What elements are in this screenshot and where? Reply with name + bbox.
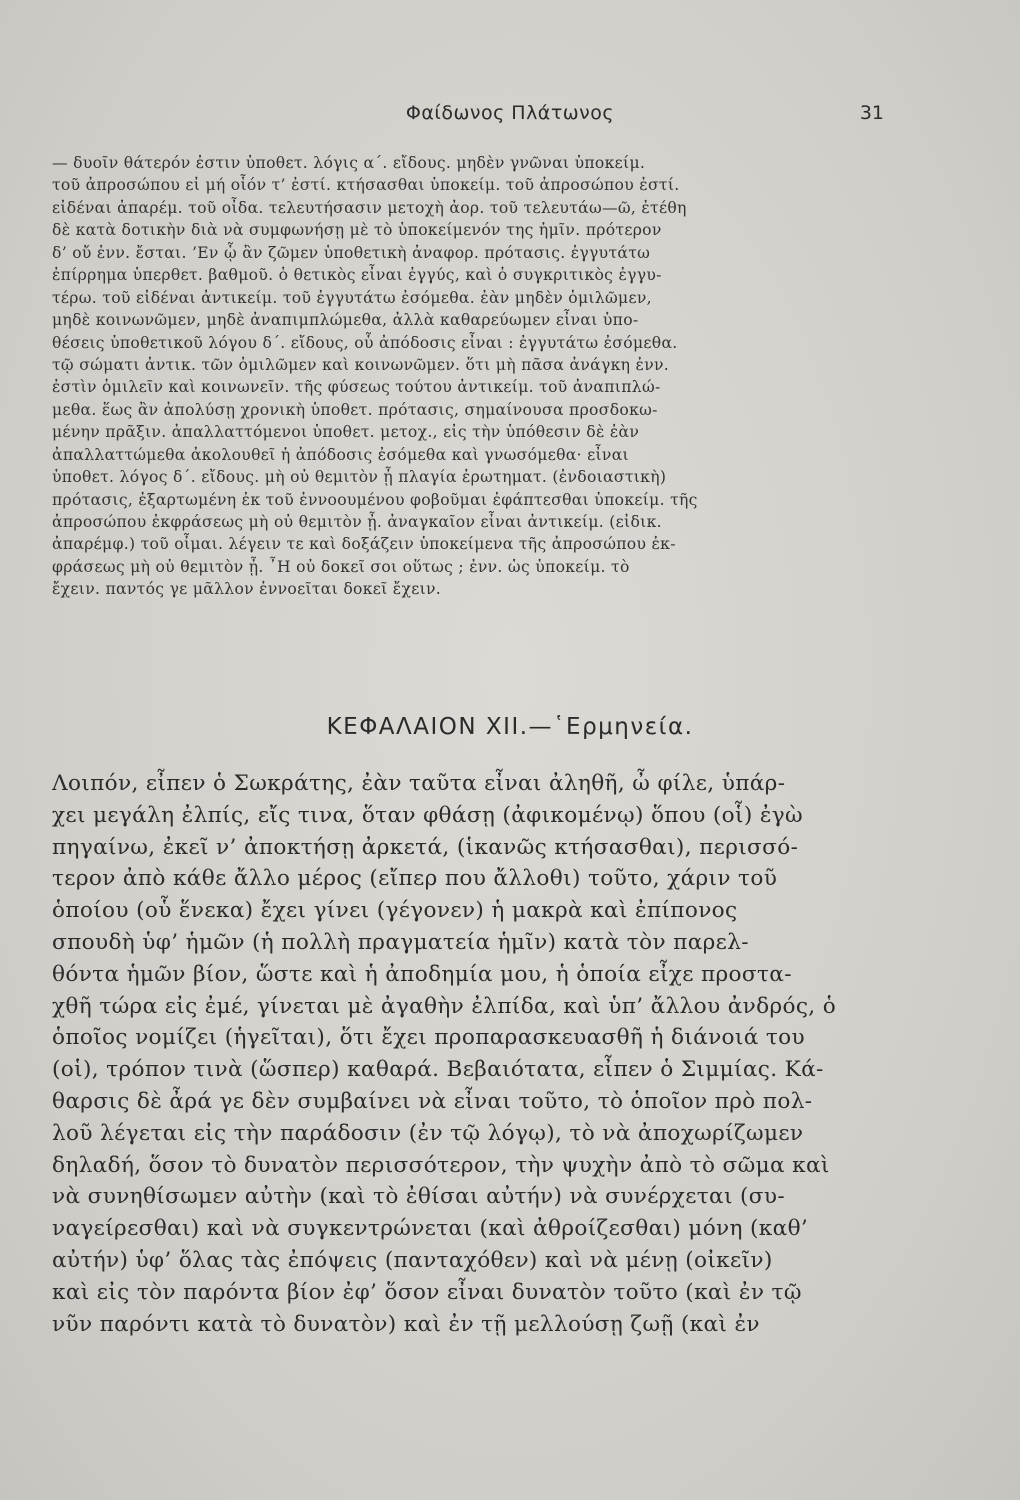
text-line: αὐτήν) ὑφ’ ὅλας τὰς ἐπόψεις (πανταχόθεν) καὶ νὰ μένῃ (οἰκεῖν)	[52, 1247, 773, 1273]
note-line: τῷ σώματι ἀντικ. τῶν ὁμιλῶμεν καὶ κοινωνῶμεν. ὅτι μὴ πᾶσα ἀνάγκη ἐνν.	[52, 355, 670, 374]
note-line: τοῦ ἀπροσώπου εἰ μή οἷόν τ’ ἐστί. κτήσασθαι ὑποκείμ. τοῦ ἀπροσώπου ἐστί.	[52, 176, 680, 195]
chapter-heading: ΚΕΦΑΛΑΙΟΝ XII.—῾Ερμηνεία.	[326, 714, 694, 740]
note-line: μεθα. ἕως ἂν ἀπολύσῃ χρονικὴ ὑποθετ. πρότασις, σημαίνουσα προσδοκω-	[52, 400, 658, 419]
note-line: ἀπαλλαττώμεθα ἀκολουθεῖ ἡ ἀπόδοσις ἐσόμεθα καὶ γνωσόμεθα· εἶναι	[52, 445, 629, 464]
text-line: χει μεγάλη ἐλπίς, εἴς τινα, ὅταν φθάσῃ (ἀφικομένῳ) ὅπου (οἷ) ἐγὼ	[52, 802, 803, 828]
running-title: Φαίδωνος Πλάτωνος	[405, 102, 615, 124]
text-line: καὶ εἰς τὸν παρόντα βίον ἐφ’ ὅσον εἶναι δυνατὸν τοῦτο (καὶ ἐν τῷ	[52, 1279, 802, 1305]
text-line: τερον ἀπὸ κάθε ἄλλο μέρος (εἴπερ που ἄλλοθι) τοῦτο, χάριν τοῦ	[52, 866, 778, 892]
note-line: πρότασις, ἐξαρτωμένη ἐκ τοῦ ἐννοουμένου φοβοῦμαι ἐφάπτεσθαι ὑποκείμ. τῆς	[52, 490, 698, 509]
text-line: θαρσις δὲ ἆρά γε δὲν συμβαίνει νὰ εἶναι τοῦτο, τὸ ὁποῖον πρὸ πολ-	[52, 1088, 813, 1114]
text-line: ὁποῖος νομίζει (ἡγεῖται), ὅτι ἔχει προπαρασκευασθῆ ἡ διάνοιά του	[52, 1025, 805, 1051]
running-head	[0, 98, 1020, 132]
text-line: σπουδὴ ὑφ’ ἡμῶν (ἡ πολλὴ πραγματεία ἡμῖν) κατὰ τὸν παρελ-	[52, 929, 749, 955]
text-line: δηλαδή, ὅσον τὸ δυνατὸν περισσότερον, τὴν ψυχὴν ἀπὸ τὸ σῶμα καὶ	[52, 1152, 830, 1178]
note-line: φράσεως μὴ οὐ θεμιτὸν ᾖ. ῏Η οὐ δοκεῖ σοι οὕτως ; ἐνν. ὡς ὑποκείμ. τὸ	[52, 557, 630, 576]
text-line: πηγαίνω, ἐκεῖ ν’ ἀποκτήσῃ ἀρκετά, (ἱκανῶς κτήσασθαι), περισσό-	[52, 834, 799, 860]
text-line: νῦν παρόντι κατὰ τὸ δυνατὸν) καὶ ἐν τῇ μελλούσῃ ζωῇ (καὶ ἐν	[52, 1311, 760, 1337]
page-number: 31	[859, 102, 884, 124]
note-line: ἐπίρρημα ὑπερθετ. βαθμοῦ. ὁ θετικὸς εἶναι ἐγγύς, καὶ ὁ συγκριτικὸς ἐγγυ-	[52, 266, 662, 285]
grammar-notes	[52, 152, 882, 601]
note-line: θέσεις ὑποθετικοῦ λόγου δ΄. εἴδους, οὗ ἀπόδοσις εἶναι : ἐγγυτάτω ἐσόμεθα.	[52, 333, 678, 352]
note-line: ἔχειν. παντός γε μᾶλλον ἐννοεῖται δοκεῖ ἔχειν.	[52, 580, 442, 599]
text-line: νὰ συνηθίσωμεν αὐτὴν (καὶ τὸ ἐθίσαι αὐτήν) νὰ συνέρχεται (συ-	[52, 1184, 785, 1210]
text-line: ναγείρεσθαι) καὶ νὰ συγκεντρώνεται (καὶ ἀθροίζεσθαι) μόνη (καθ’	[52, 1216, 809, 1242]
note-line: δὲ κατὰ δοτικὴν διὰ νὰ συμφωνήσῃ μὲ τὸ ὑποκείμενόν της ἡμῖν. πρότερον	[52, 221, 662, 240]
note-line: ὑποθετ. λόγος δ΄. εἴδους. μὴ οὐ θεμιτὸν ᾖ πλαγία ἐρωτηματ. (ἐνδοιαστικὴ)	[52, 468, 667, 487]
note-line: ἐστὶν ὁμιλεῖν καὶ κοινωνεῖν. τῆς φύσεως τούτου ἀντικείμ. τοῦ ἀναπιπλώ-	[52, 378, 661, 397]
text-line: λοῦ λέγεται εἰς τὴν παράδοσιν (ἐν τῷ λόγῳ), τὸ νὰ ἀποχωρίζωμεν	[52, 1120, 804, 1146]
text-line: θόντα ἡμῶν βίον, ὥστε καὶ ἡ ἀποδημία μου, ἡ ὁποία εἶχε προστα-	[52, 961, 792, 987]
note-line: μηδὲ κοινωνῶμεν, μηδὲ ἀναπιμπλώμεθα, ἀλλὰ καθαρεύωμεν εἶναι ὑπο-	[52, 311, 639, 330]
note-line: τέρω. τοῦ εἰδέναι ἀντικείμ. τοῦ ἐγγυτάτω ἐσόμεθα. ἐὰν μηδὲν ὁμιλῶμεν,	[52, 288, 652, 307]
text-line: (οἱ), τρόπον τινὰ (ὥσπερ) καθαρά. Βεβαιότατα, εἶπεν ὁ Σιμμίας. Κά-	[52, 1057, 824, 1083]
note-line: — δυοῖν θάτερόν ἐστιν ὑποθετ. λόγις α΄. εἴδους. μηδὲν γνῶναι ὑποκείμ.	[52, 154, 646, 172]
note-line: δ’ οὔ ἐνν. ἔσται. ’Εν ᾧ ἂν ζῶμεν ὑποθετικὴ ἀναφορ. πρότασις. ἐγγυτάτω	[52, 243, 651, 262]
note-line: εἰδέναι ἀπαρέμ. τοῦ οἶδα. τελευτήσασιν μετοχὴ ἀορ. τοῦ τελευτάω—ῶ, ἐτέθη	[52, 198, 687, 217]
text-line: Λοιπόν, εἶπεν ὁ Σωκράτης, ἐὰν ταῦτα εἶναι ἀληθῆ, ὦ φίλε, ὑπάρ-	[52, 771, 786, 796]
text-line: ὁποίου (οὗ ἕνεκα) ἔχει γίνει (γέγονεν) ἡ μακρὰ καὶ ἐπίπονος	[52, 898, 738, 924]
note-line: μένην πρᾶξιν. ἀπαλλαττόμενοι ὑποθετ. μετοχ., εἰς τὴν ὑπόθεσιν δὲ ἐὰν	[52, 423, 640, 442]
main-text	[52, 768, 882, 1340]
note-line: ἀπαρέμφ.) τοῦ οἶμαι. λέγειν τε καὶ δοξάζειν ὑποκείμενα τῆς ἀπροσώπου ἐκ-	[52, 535, 676, 554]
note-line: ἀπροσώπου ἐκφράσεως μὴ οὐ θεμιτὸν ᾖ. ἀναγκαῖον εἶναι ἀντικείμ. (εἰδικ.	[52, 513, 662, 531]
text-line: χθῆ τώρα εἰς ἐμέ, γίνεται μὲ ἀγαθὴν ἐλπίδα, καὶ ὑπ’ ἄλλου ἀνδρός, ὁ	[52, 993, 837, 1019]
